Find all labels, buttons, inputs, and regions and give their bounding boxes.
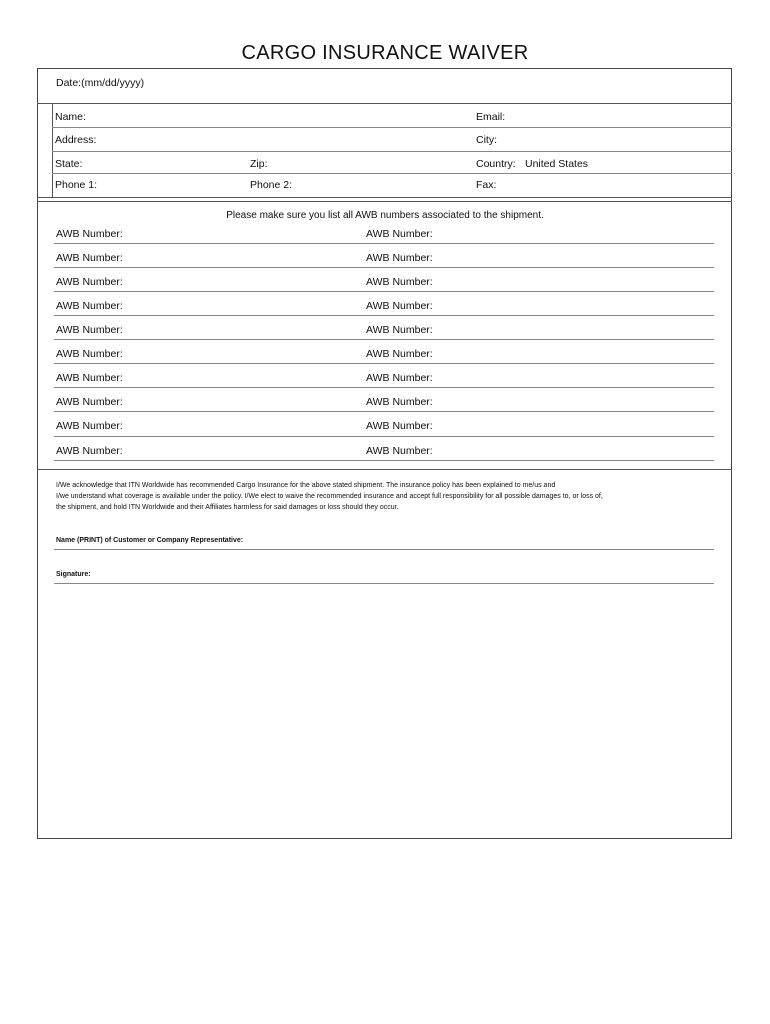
name-label: Name:: [55, 111, 86, 123]
awb-number-label-right: AWB Number:: [366, 252, 433, 264]
awb-row-line: [54, 267, 714, 268]
awb-number-field-right[interactable]: [444, 369, 714, 387]
awb-number-label-left: AWB Number:: [56, 420, 123, 432]
divider-awb-bottom: [37, 469, 732, 470]
date-field[interactable]: [160, 74, 720, 92]
divider-row-3: [52, 173, 732, 174]
awb-number-field-left[interactable]: [134, 321, 354, 339]
signature-line: [54, 583, 714, 584]
awb-number-label-left: AWB Number:: [56, 348, 123, 360]
phone1-label: Phone 1:: [55, 179, 98, 191]
awb-number-label-left: AWB Number:: [56, 396, 123, 408]
awb-number-field-left[interactable]: [134, 417, 354, 435]
email-label: Email:: [476, 111, 506, 123]
awb-number-field-right[interactable]: [444, 393, 714, 411]
awb-number-label-right: AWB Number:: [366, 445, 433, 457]
awb-number-label-right: AWB Number:: [366, 276, 433, 288]
awb-number-field-left[interactable]: [134, 393, 354, 411]
awb-number-label-right: AWB Number:: [366, 372, 433, 384]
awb-row-line: [54, 291, 714, 292]
divider-date: [37, 103, 732, 104]
print-name-field[interactable]: [270, 532, 714, 548]
fax-label: Fax:: [476, 179, 497, 191]
address-field[interactable]: [100, 130, 460, 148]
signature-label: Signature:: [56, 571, 91, 578]
phone1-field[interactable]: [100, 175, 240, 193]
awb-number-field-right[interactable]: [444, 249, 714, 267]
acknowledgement-line-2: I/we understand what coverage is available under the policy. I/We elect to waive the recommended insurance and accept full responsibility for all possible damages to, or loss of,: [56, 493, 603, 500]
email-field[interactable]: [510, 107, 725, 125]
awb-row-line: [54, 243, 714, 244]
divider-row-2: [52, 151, 732, 152]
awb-number-field-left[interactable]: [134, 273, 354, 291]
print-name-line: [54, 549, 714, 550]
city-label: City:: [476, 134, 497, 146]
awb-number-label-right: AWB Number:: [366, 348, 433, 360]
awb-number-field-left[interactable]: [134, 442, 354, 460]
awb-row-line: [54, 387, 714, 388]
awb-number-label-right: AWB Number:: [366, 420, 433, 432]
country-value[interactable]: United States: [525, 158, 589, 170]
divider-contact-bottom: [37, 197, 732, 198]
awb-row-line: [54, 315, 714, 316]
zip-label: Zip:: [250, 158, 268, 170]
awb-row-line: [54, 411, 714, 412]
awb-number-field-left[interactable]: [134, 297, 354, 315]
awb-number-label-right: AWB Number:: [366, 396, 433, 408]
awb-number-label-left: AWB Number:: [56, 252, 123, 264]
awb-row-line: [54, 339, 714, 340]
awb-number-label-left: AWB Number:: [56, 324, 123, 336]
awb-number-field-left[interactable]: [134, 249, 354, 267]
awb-number-label-right: AWB Number:: [366, 300, 433, 312]
awb-number-label-right: AWB Number:: [366, 324, 433, 336]
phone2-field[interactable]: [295, 175, 460, 193]
awb-number-field-right[interactable]: [444, 417, 714, 435]
fax-field[interactable]: [500, 175, 725, 193]
state-label: State:: [55, 158, 83, 170]
awb-row-line: [54, 436, 714, 437]
print-name-label: Name (PRINT) of Customer or Company Representative:: [56, 537, 244, 544]
awb-number-field-right[interactable]: [444, 273, 714, 291]
divider-row-1: [52, 127, 732, 128]
awb-number-label-left: AWB Number:: [56, 372, 123, 384]
awb-instruction: Please make sure you list all AWB numbers associated to the shipment.: [226, 210, 544, 221]
acknowledgement-line-1: I/We acknowledge that ITN Worldwide has recommended Cargo Insurance for the above stated shipment. The insurance policy has been explained to me/us and: [56, 482, 556, 489]
awb-number-field-left[interactable]: [134, 345, 354, 363]
phone2-label: Phone 2:: [250, 179, 293, 191]
awb-number-field-right[interactable]: [444, 225, 714, 243]
awb-number-field-right[interactable]: [444, 297, 714, 315]
awb-row-line: [54, 363, 714, 364]
city-field[interactable]: [500, 130, 725, 148]
awb-row-line: [54, 460, 714, 461]
awb-number-label-left: AWB Number:: [56, 228, 123, 240]
awb-number-label-left: AWB Number:: [56, 276, 123, 288]
awb-number-label-left: AWB Number:: [56, 300, 123, 312]
awb-number-field-right[interactable]: [444, 442, 714, 460]
divider-contact-bottom-2: [37, 201, 732, 202]
awb-number-field-right[interactable]: [444, 321, 714, 339]
awb-number-label-right: AWB Number:: [366, 228, 433, 240]
state-field[interactable]: [85, 154, 235, 172]
acknowledgement-line-3: the shipment, and hold ITN Worldwide and their Affiliates harmless for said damages or loss should they occur.: [56, 504, 399, 511]
country-label: Country:: [476, 158, 516, 170]
signature-field[interactable]: [100, 566, 714, 582]
contact-left-border: [52, 103, 53, 197]
name-field[interactable]: [90, 107, 460, 125]
awb-number-field-right[interactable]: [444, 345, 714, 363]
awb-number-field-left[interactable]: [134, 369, 354, 387]
form-title: CARGO INSURANCE WAIVER: [241, 42, 529, 64]
address-label: Address:: [55, 134, 97, 146]
zip-field[interactable]: [270, 154, 460, 172]
date-label: Date:(mm/dd/yyyy): [56, 77, 145, 89]
awb-number-label-left: AWB Number:: [56, 445, 123, 457]
awb-number-field-left[interactable]: [134, 225, 354, 243]
